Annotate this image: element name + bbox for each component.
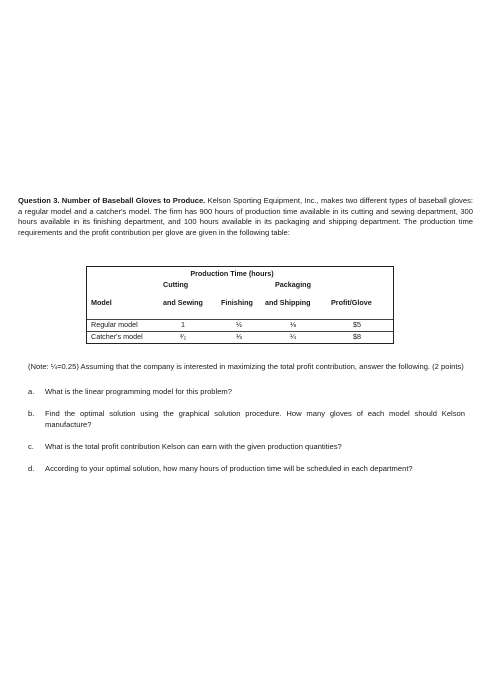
part-letter: c. <box>28 442 34 451</box>
question-title: Question 3. Number of Baseball Gloves to Produce. <box>18 196 206 205</box>
cell-model: Regular model <box>91 320 138 329</box>
header-profit: Profit/Glove <box>331 298 372 307</box>
cell-finishing: ⅓ <box>236 332 242 341</box>
cell-packaging: ¼ <box>290 332 296 341</box>
table-header <box>87 267 393 319</box>
part-text: According to your optimal solution, how many hours of production time will be scheduled in each department? <box>45 464 413 473</box>
table-row <box>87 331 393 343</box>
production-table <box>86 266 394 344</box>
header-packaging-line2: and Shipping <box>265 298 311 307</box>
question-body: Kelson Sporting Equipment, Inc., makes two different types of baseball gloves: a regular model and a catcher's model. The firm has 900 hours of production time available in its cutting and sewing department, 300 hours available in its finishing department, and 100 hours available in its packaging and shipping department. The production time requirements and the profit contribution per glove are given in the following table: <box>18 196 473 237</box>
cell-packaging: ⅛ <box>290 320 296 329</box>
cell-profit: $5 <box>353 320 361 329</box>
header-cutting-line1: Cutting <box>163 280 189 289</box>
table-row <box>87 319 393 331</box>
part-text: What is the linear programming model for this problem? <box>45 387 232 396</box>
header-model: Model <box>91 298 112 307</box>
header-cutting-line2: and Sewing <box>163 298 203 307</box>
question-paragraph <box>18 196 473 238</box>
header-packaging-line1: Packaging <box>275 280 311 289</box>
part-text: Find the optimal solution using the graphical solution procedure. How many gloves of each model should Kelson manufacture? <box>45 409 465 429</box>
cell-finishing: ½ <box>236 320 242 329</box>
part-letter: d. <box>28 464 35 473</box>
cell-model: Catcher's model <box>91 332 143 341</box>
part-letter: b. <box>28 409 35 418</box>
header-finishing: Finishing <box>221 298 253 307</box>
cell-cutting: 1 <box>181 320 185 329</box>
note-paragraph: (Note: ¼=0.25) Assuming that the company is interested in maximizing the total profit contribution, answer the following. (2 points) <box>28 362 464 371</box>
header-production-time: Production Time (hours) <box>190 269 274 278</box>
part-letter: a. <box>28 387 35 396</box>
cell-cutting: ³⁄₂ <box>179 332 187 341</box>
cell-profit: $8 <box>353 332 361 341</box>
part-text: What is the total profit contribution Kelson can earn with the given production quantities? <box>45 442 342 451</box>
